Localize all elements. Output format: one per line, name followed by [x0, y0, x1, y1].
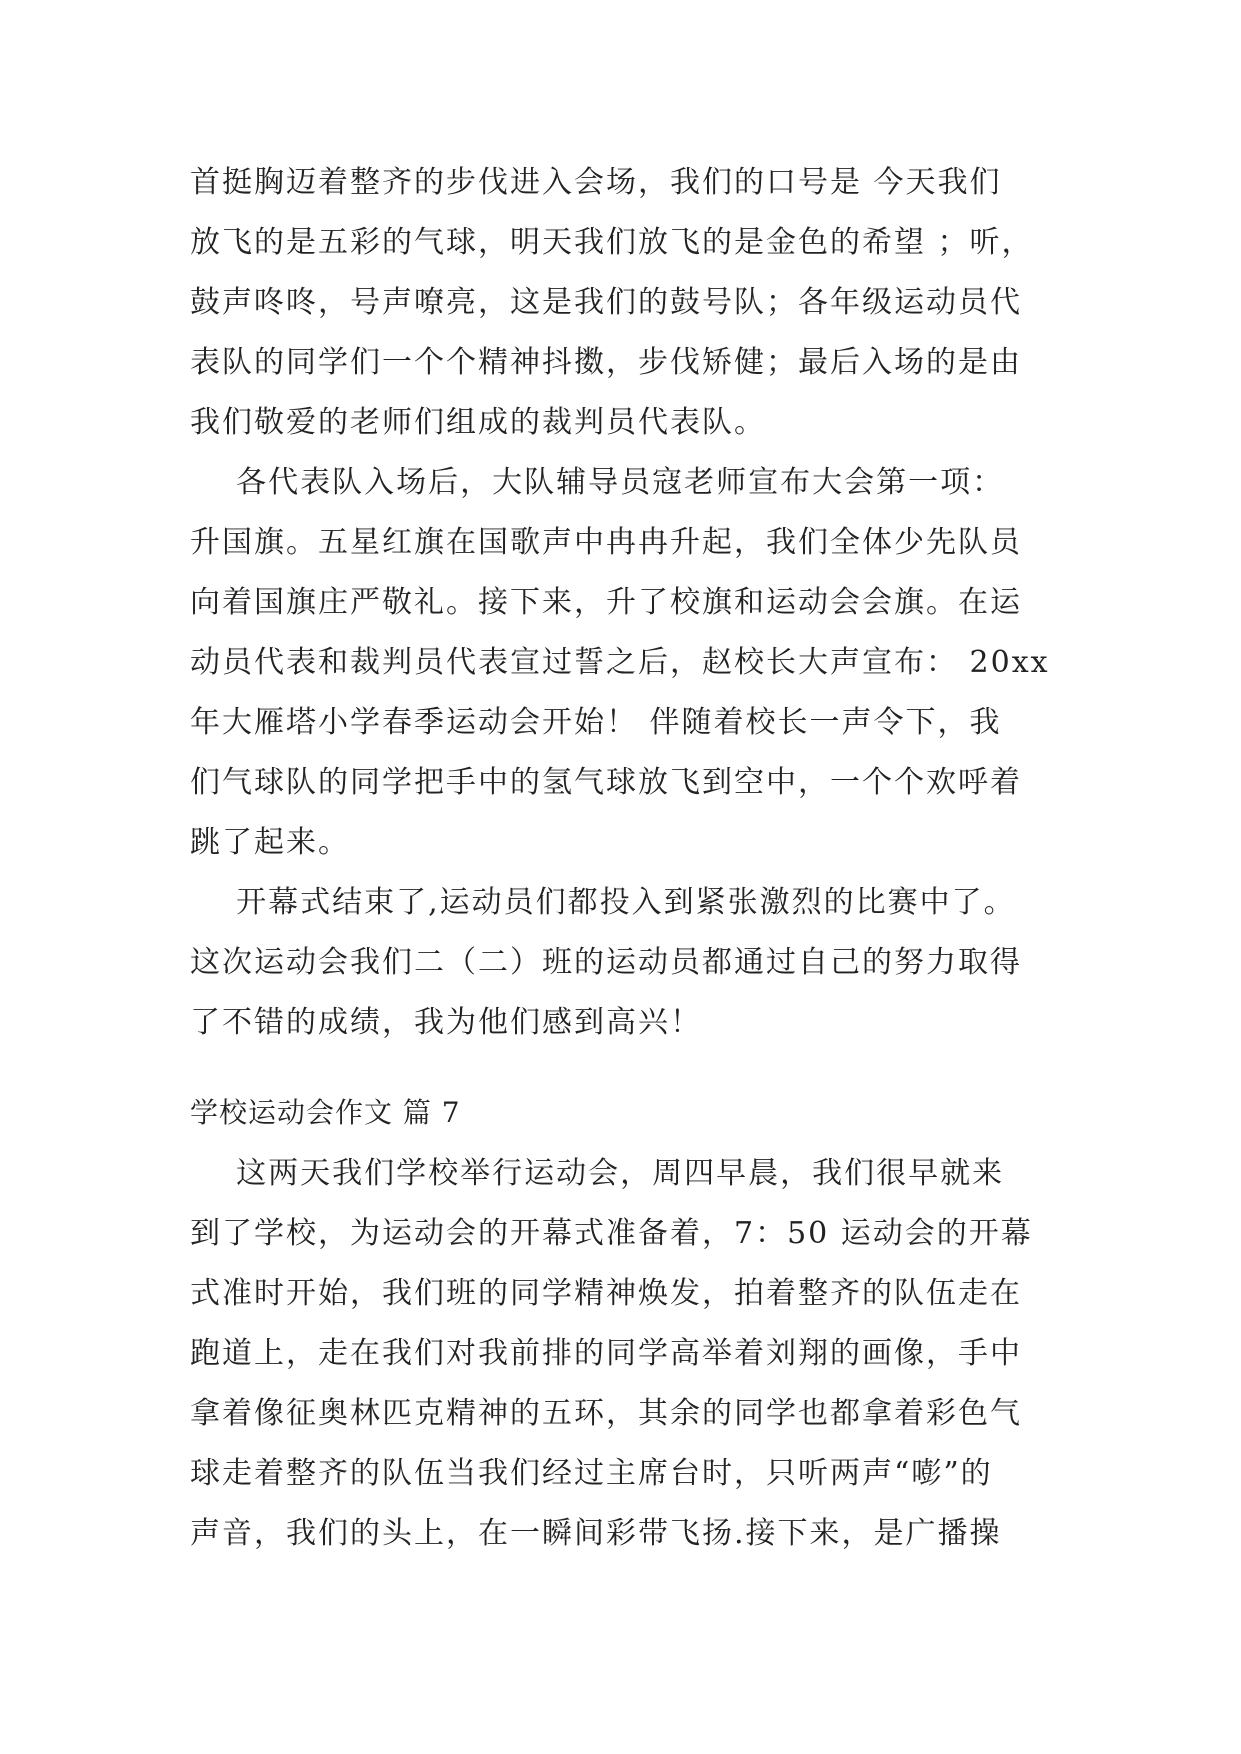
paragraph-line: 升国旗。五星红旗在国歌声中冉冉升起，我们全体少先队员 — [190, 525, 1022, 560]
paragraph-line: 首挺胸迈着整齐的步伐进入会场，我们的口号是 今天我们 — [190, 165, 1002, 200]
paragraph-line: 年大雁塔小学春季运动会开始！ 伴随着校长一声令下，我 — [190, 705, 1002, 740]
paragraph-line: 动员代表和裁判员代表宣过誓之后，赵校长大声宣布： 20xx — [190, 645, 1050, 680]
paragraph-line: 鼓声咚咚，号声嘹亮，这是我们的鼓号队；各年级运动员代 — [190, 285, 1022, 320]
paragraph-line: 拿着像征奥林匹克精神的五环，其余的同学也都拿着彩色气 — [190, 1396, 1022, 1431]
paragraph-line: 放飞的是五彩的气球，明天我们放飞的是金色的希望 ；听， — [190, 225, 1034, 260]
paragraph-line: 向着国旗庄严敬礼。接下来，升了校旗和运动会会旗。在运 — [190, 585, 1022, 620]
paragraph-line: 表队的同学们一个个精神抖擞，步伐矫健；最后入场的是由 — [190, 345, 1022, 380]
paragraph-line: 们气球队的同学把手中的氢气球放飞到空中，一个个欢呼着 — [190, 765, 1022, 800]
paragraph-line: 球走着整齐的队伍当我们经过主席台时，只听两声“嘭”的 — [190, 1456, 993, 1491]
paragraph-line: 这两天我们学校举行运动会，周四早晨，我们很早就来 — [190, 1156, 1005, 1191]
paragraph-line: 到了学校，为运动会的开幕式准备着，7：50 运动会的开幕 — [190, 1216, 1033, 1251]
section-heading: 学校运动会作文 篇 7 — [190, 1096, 461, 1129]
paragraph-line: 跑道上，走在我们对我前排的同学高举着刘翔的画像，手中 — [190, 1336, 1022, 1371]
paragraph-line: 式准时开始，我们班的同学精神焕发，拍着整齐的队伍走在 — [190, 1276, 1022, 1311]
paragraph-line: 我们敬爱的老师们组成的裁判员代表队。 — [190, 405, 766, 440]
document-body — [190, 0, 1070, 1754]
paragraph-line: 了不错的成绩，我为他们感到高兴！ — [190, 1005, 702, 1040]
paragraph-line: 跳了起来。 — [190, 825, 350, 860]
paragraph-line: 声音，我们的头上，在一瞬间彩带飞扬.接下来，是广播操 — [190, 1516, 1002, 1551]
paragraph-line: 这次运动会我们二（二）班的运动员都通过自己的努力取得 — [190, 945, 1022, 980]
paragraph-line: 开幕式结束了,运动员们都投入到紧张激烈的比赛中了。 — [190, 885, 1016, 920]
paragraph-line: 各代表队入场后，大队辅导员寇老师宣布大会第一项： — [190, 465, 1005, 500]
